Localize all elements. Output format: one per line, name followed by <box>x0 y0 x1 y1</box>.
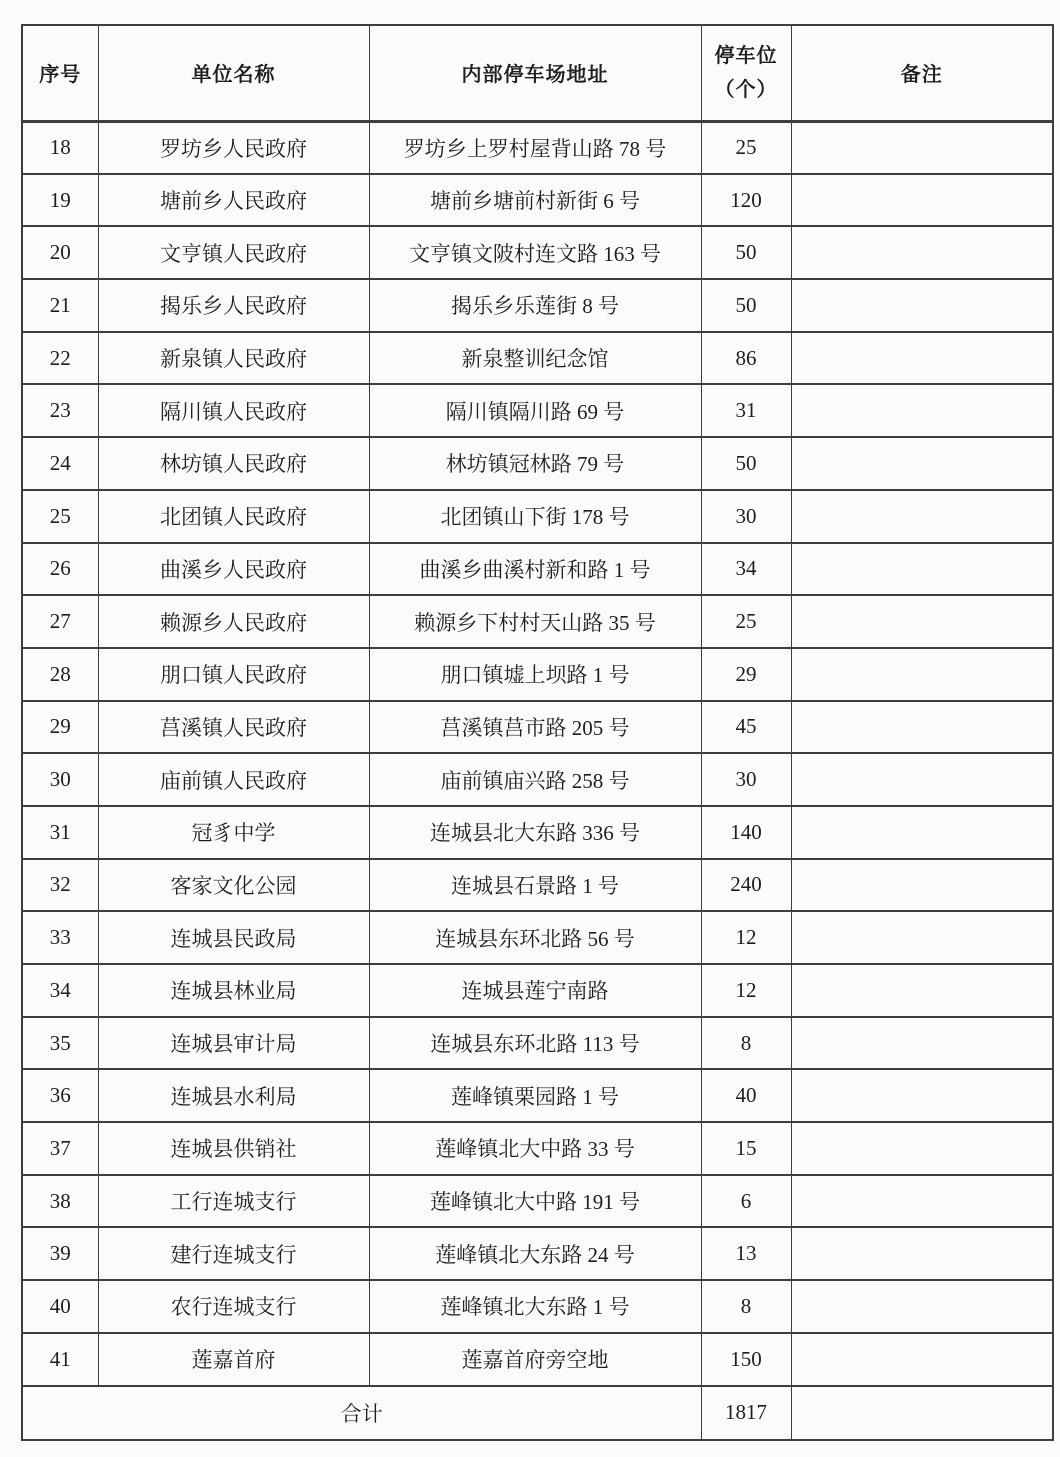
serial-number-cell: 39 <box>22 1227 98 1280</box>
unit-name-cell: 连城县水利局 <box>98 1069 369 1122</box>
header-parking-spaces-line2: （个） <box>714 78 778 101</box>
total-value-cell: 1817 <box>701 1386 791 1440</box>
parking-address-cell: 莲嘉首府旁空地 <box>369 1333 701 1386</box>
unit-name-cell: 隔川镇人民政府 <box>98 384 369 437</box>
remark-cell <box>791 279 1053 332</box>
remark-cell <box>791 437 1053 490</box>
unit-name-cell: 林坊镇人民政府 <box>98 437 369 490</box>
parking-spaces-cell: 50 <box>701 437 791 490</box>
serial-number-cell: 25 <box>22 490 98 543</box>
parking-spaces-cell: 31 <box>701 384 791 437</box>
remark-cell <box>791 1227 1053 1280</box>
serial-number-cell: 41 <box>22 1333 98 1386</box>
parking-spaces-cell: 12 <box>701 964 791 1017</box>
unit-name-cell: 连城县供销社 <box>98 1122 369 1175</box>
remark-cell <box>791 226 1053 279</box>
remark-cell <box>791 806 1053 859</box>
serial-number-cell: 23 <box>22 384 98 437</box>
serial-number-cell: 18 <box>22 121 98 174</box>
unit-name-cell: 庙前镇人民政府 <box>98 753 369 806</box>
parking-address-cell: 连城县东环北路 113 号 <box>369 1017 701 1070</box>
table-row <box>22 595 1053 648</box>
table-row <box>22 859 1053 912</box>
table-row <box>22 226 1053 279</box>
remark-cell <box>791 1175 1053 1228</box>
remark-cell <box>791 543 1053 596</box>
parking-address-cell: 莒溪镇莒市路 205 号 <box>369 701 701 754</box>
parking-spaces-cell: 30 <box>701 490 791 543</box>
parking-spaces-cell: 34 <box>701 543 791 596</box>
header-serial-number: 序号 <box>22 25 98 121</box>
table-header-row <box>22 25 1053 121</box>
remark-cell <box>791 174 1053 227</box>
serial-number-cell: 29 <box>22 701 98 754</box>
parking-lots-table <box>21 24 1054 1441</box>
remark-cell <box>791 490 1053 543</box>
unit-name-cell: 客家文化公园 <box>98 859 369 912</box>
parking-address-cell: 莲峰镇北大东路 1 号 <box>369 1280 701 1333</box>
table-row <box>22 701 1053 754</box>
table-row <box>22 384 1053 437</box>
table-row <box>22 490 1053 543</box>
remark-cell <box>791 1333 1053 1386</box>
parking-spaces-cell: 30 <box>701 753 791 806</box>
unit-name-cell: 北团镇人民政府 <box>98 490 369 543</box>
serial-number-cell: 24 <box>22 437 98 490</box>
parking-spaces-cell: 45 <box>701 701 791 754</box>
parking-address-cell: 林坊镇冠林路 79 号 <box>369 437 701 490</box>
table-row <box>22 806 1053 859</box>
table-body <box>22 121 1053 1386</box>
remark-cell <box>791 911 1053 964</box>
serial-number-cell: 33 <box>22 911 98 964</box>
table-row <box>22 911 1053 964</box>
parking-address-cell: 曲溪乡曲溪村新和路 1 号 <box>369 543 701 596</box>
remark-cell <box>791 1280 1053 1333</box>
total-row <box>22 1386 1053 1440</box>
remark-cell <box>791 1017 1053 1070</box>
serial-number-cell: 37 <box>22 1122 98 1175</box>
remark-cell <box>791 1122 1053 1175</box>
header-parking-spaces <box>701 25 791 121</box>
table-row <box>22 1333 1053 1386</box>
serial-number-cell: 31 <box>22 806 98 859</box>
header-unit-name: 单位名称 <box>98 25 369 121</box>
unit-name-cell: 新泉镇人民政府 <box>98 332 369 385</box>
serial-number-cell: 19 <box>22 174 98 227</box>
unit-name-cell: 揭乐乡人民政府 <box>98 279 369 332</box>
remark-cell <box>791 1069 1053 1122</box>
unit-name-cell: 罗坊乡人民政府 <box>98 121 369 174</box>
parking-address-cell: 连城县东环北路 56 号 <box>369 911 701 964</box>
serial-number-cell: 26 <box>22 543 98 596</box>
parking-address-cell: 连城县北大东路 336 号 <box>369 806 701 859</box>
serial-number-cell: 36 <box>22 1069 98 1122</box>
parking-spaces-cell: 50 <box>701 226 791 279</box>
table-row <box>22 964 1053 1017</box>
unit-name-cell: 工行连城支行 <box>98 1175 369 1228</box>
unit-name-cell: 连城县民政局 <box>98 911 369 964</box>
table-row <box>22 121 1053 174</box>
parking-spaces-cell: 140 <box>701 806 791 859</box>
parking-spaces-cell: 8 <box>701 1017 791 1070</box>
serial-number-cell: 28 <box>22 648 98 701</box>
header-remark: 备注 <box>791 25 1053 121</box>
remark-cell <box>791 384 1053 437</box>
unit-name-cell: 塘前乡人民政府 <box>98 174 369 227</box>
table-row <box>22 279 1053 332</box>
unit-name-cell: 建行连城支行 <box>98 1227 369 1280</box>
remark-cell <box>791 595 1053 648</box>
parking-address-cell: 新泉整训纪念馆 <box>369 332 701 385</box>
unit-name-cell: 连城县林业局 <box>98 964 369 1017</box>
parking-address-cell: 北团镇山下街 178 号 <box>369 490 701 543</box>
serial-number-cell: 27 <box>22 595 98 648</box>
parking-address-cell: 揭乐乡乐莲街 8 号 <box>369 279 701 332</box>
serial-number-cell: 38 <box>22 1175 98 1228</box>
serial-number-cell: 20 <box>22 226 98 279</box>
remark-cell <box>791 964 1053 1017</box>
parking-address-cell: 隔川镇隔川路 69 号 <box>369 384 701 437</box>
parking-spaces-cell: 240 <box>701 859 791 912</box>
remark-cell <box>791 648 1053 701</box>
parking-address-cell: 塘前乡塘前村新街 6 号 <box>369 174 701 227</box>
unit-name-cell: 连城县审计局 <box>98 1017 369 1070</box>
serial-number-cell: 21 <box>22 279 98 332</box>
remark-cell <box>791 859 1053 912</box>
header-parking-address: 内部停车场地址 <box>369 25 701 121</box>
unit-name-cell: 朋口镇人民政府 <box>98 648 369 701</box>
parking-spaces-cell: 29 <box>701 648 791 701</box>
parking-address-cell: 罗坊乡上罗村屋背山路 78 号 <box>369 121 701 174</box>
serial-number-cell: 35 <box>22 1017 98 1070</box>
parking-spaces-cell: 12 <box>701 911 791 964</box>
header-parking-spaces-line1: 停车位 <box>714 44 778 67</box>
table-footer <box>22 1386 1053 1440</box>
serial-number-cell: 22 <box>22 332 98 385</box>
table-row <box>22 1069 1053 1122</box>
remark-cell <box>791 753 1053 806</box>
parking-address-cell: 赖源乡下村村天山路 35 号 <box>369 595 701 648</box>
total-remark-cell <box>791 1386 1053 1440</box>
parking-address-cell: 庙前镇庙兴路 258 号 <box>369 753 701 806</box>
table-row <box>22 437 1053 490</box>
unit-name-cell: 莲嘉首府 <box>98 1333 369 1386</box>
parking-address-cell: 莲峰镇北大中路 33 号 <box>369 1122 701 1175</box>
parking-spaces-cell: 13 <box>701 1227 791 1280</box>
parking-spaces-cell: 25 <box>701 595 791 648</box>
unit-name-cell: 文亨镇人民政府 <box>98 226 369 279</box>
serial-number-cell: 30 <box>22 753 98 806</box>
unit-name-cell: 赖源乡人民政府 <box>98 595 369 648</box>
serial-number-cell: 32 <box>22 859 98 912</box>
remark-cell <box>791 121 1053 174</box>
table-row <box>22 332 1053 385</box>
table-row <box>22 1227 1053 1280</box>
table-row <box>22 648 1053 701</box>
remark-cell <box>791 332 1053 385</box>
parking-spaces-cell: 8 <box>701 1280 791 1333</box>
parking-spaces-cell: 150 <box>701 1333 791 1386</box>
table-row <box>22 1280 1053 1333</box>
parking-spaces-cell: 25 <box>701 121 791 174</box>
table-row <box>22 174 1053 227</box>
table-row <box>22 753 1053 806</box>
parking-address-cell: 莲峰镇栗园路 1 号 <box>369 1069 701 1122</box>
total-label-cell: 合计 <box>22 1386 701 1440</box>
parking-address-cell: 连城县石景路 1 号 <box>369 859 701 912</box>
table-row <box>22 543 1053 596</box>
remark-cell <box>791 701 1053 754</box>
parking-address-cell: 朋口镇墟上坝路 1 号 <box>369 648 701 701</box>
unit-name-cell: 曲溪乡人民政府 <box>98 543 369 596</box>
parking-address-cell: 连城县莲宁南路 <box>369 964 701 1017</box>
unit-name-cell: 冠豸中学 <box>98 806 369 859</box>
parking-address-cell: 莲峰镇北大东路 24 号 <box>369 1227 701 1280</box>
table-row <box>22 1122 1053 1175</box>
parking-spaces-cell: 15 <box>701 1122 791 1175</box>
parking-address-cell: 莲峰镇北大中路 191 号 <box>369 1175 701 1228</box>
parking-spaces-cell: 6 <box>701 1175 791 1228</box>
parking-spaces-cell: 40 <box>701 1069 791 1122</box>
parking-spaces-cell: 50 <box>701 279 791 332</box>
unit-name-cell: 农行连城支行 <box>98 1280 369 1333</box>
parking-spaces-cell: 86 <box>701 332 791 385</box>
parking-address-cell: 文亨镇文陂村连文路 163 号 <box>369 226 701 279</box>
table-row <box>22 1175 1053 1228</box>
unit-name-cell: 莒溪镇人民政府 <box>98 701 369 754</box>
serial-number-cell: 34 <box>22 964 98 1017</box>
table-header <box>22 25 1053 121</box>
table-row <box>22 1017 1053 1070</box>
serial-number-cell: 40 <box>22 1280 98 1333</box>
parking-spaces-cell: 120 <box>701 174 791 227</box>
